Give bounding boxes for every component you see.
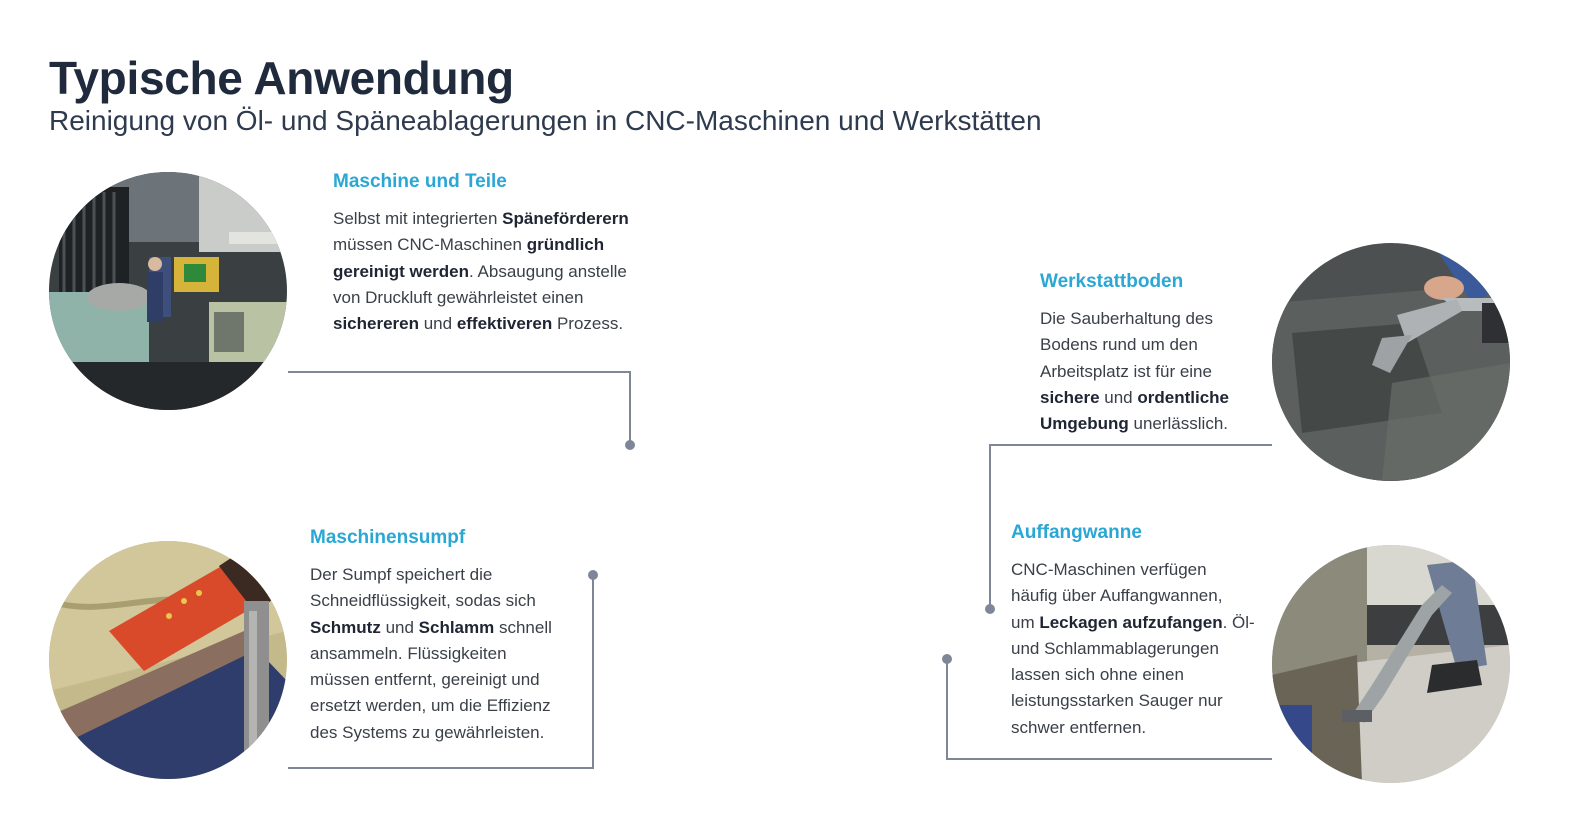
- page-title: Typische Anwendung: [49, 52, 514, 104]
- emphasis-text: ordentliche: [1137, 387, 1229, 407]
- body-text: leistungsstarken Sauger nur: [1011, 691, 1223, 711]
- connector-dot: [625, 440, 635, 450]
- body-text: . Absaugung anstelle: [469, 261, 627, 281]
- machine-sump-image: [49, 541, 287, 779]
- connector-maschine: [288, 372, 630, 445]
- body-text: . Öl-: [1222, 612, 1255, 632]
- emphasis-text: Umgebung: [1040, 414, 1129, 434]
- body-text: des Systems zu gewährleisten.: [310, 722, 545, 742]
- connector-dot: [942, 654, 952, 664]
- body-text: von Druckluft gewährleistet einen: [333, 287, 584, 307]
- body-text: schnell: [494, 617, 552, 637]
- emphasis-text: sichere: [1040, 387, 1100, 407]
- section-maschinensumpf: [310, 526, 590, 746]
- section-heading: Maschine und Teile: [333, 171, 507, 192]
- drip-tray-vacuum-photo: [1272, 545, 1510, 783]
- emphasis-text: Schmutz: [310, 617, 381, 637]
- section-maschine: [333, 170, 663, 337]
- body-text: und Schlammablagerungen: [1011, 638, 1219, 658]
- emphasis-text: gereinigt werden: [333, 261, 470, 281]
- body-text: ersetzt werden, um die Effizienz: [310, 696, 551, 716]
- section-heading: Maschinensumpf: [310, 527, 466, 548]
- body-text: CNC-Maschinen verfügen: [1011, 560, 1207, 579]
- page-subtitle: Reinigung von Öl- und Späneablagerungen in CNC-Maschinen und Werkstätten: [49, 105, 1042, 136]
- cnc-machine-image: [49, 172, 287, 410]
- body-text: Schneidflüssigkeit, sodas sich: [310, 591, 536, 611]
- floor-vacuum-image: [1272, 243, 1510, 481]
- body-text: Bodens rund um den: [1040, 335, 1198, 355]
- section-text: [1040, 306, 1270, 437]
- emphasis-text: sichereren: [333, 314, 419, 334]
- section-heading: Werkstattboden: [1040, 271, 1184, 292]
- connector-dot: [985, 604, 995, 614]
- emphasis-text: Schlamm: [418, 617, 495, 637]
- body-text: müssen entfernt, gereinigt und: [310, 670, 540, 690]
- section-text: [1011, 557, 1271, 741]
- section-text: [310, 562, 590, 746]
- emphasis-text: effektiveren: [456, 314, 553, 334]
- body-text: ansammeln. Flüssigkeiten: [310, 643, 507, 663]
- emphasis-text: Späneförderern: [502, 209, 629, 228]
- cnc-machine-photo: [49, 172, 287, 410]
- machine-sump-photo: [49, 541, 287, 779]
- body-text: und: [380, 617, 419, 637]
- section-werkstattboden: [1040, 270, 1270, 437]
- body-text: Die Sauberhaltung des: [1040, 309, 1213, 328]
- section-text: [333, 206, 663, 337]
- section-auffangwanne: [1011, 521, 1271, 741]
- drip-tray-vacuum-image: [1272, 545, 1510, 783]
- emphasis-text: Leckagen aufzufangen: [1039, 612, 1223, 632]
- body-text: Arbeitsplatz ist für eine: [1040, 361, 1212, 381]
- body-text: und: [1099, 387, 1138, 407]
- body-text: und: [419, 314, 457, 334]
- body-text: schwer entfernen.: [1011, 717, 1147, 737]
- body-text: Prozess.: [552, 314, 624, 334]
- body-text: Selbst mit integrierten: [333, 209, 503, 228]
- body-text: Der Sumpf speichert die: [310, 565, 493, 584]
- emphasis-text: gründlich: [526, 235, 605, 255]
- floor-vacuum-photo: [1272, 243, 1510, 481]
- body-text: um: [1011, 612, 1040, 632]
- section-heading: Auffangwanne: [1011, 522, 1142, 543]
- body-text: unerlässlich.: [1128, 414, 1228, 434]
- body-text: häufig über Auffangwannen,: [1011, 586, 1223, 606]
- body-text: lassen sich ohne einen: [1011, 665, 1184, 685]
- body-text: müssen CNC-Maschinen: [333, 235, 527, 255]
